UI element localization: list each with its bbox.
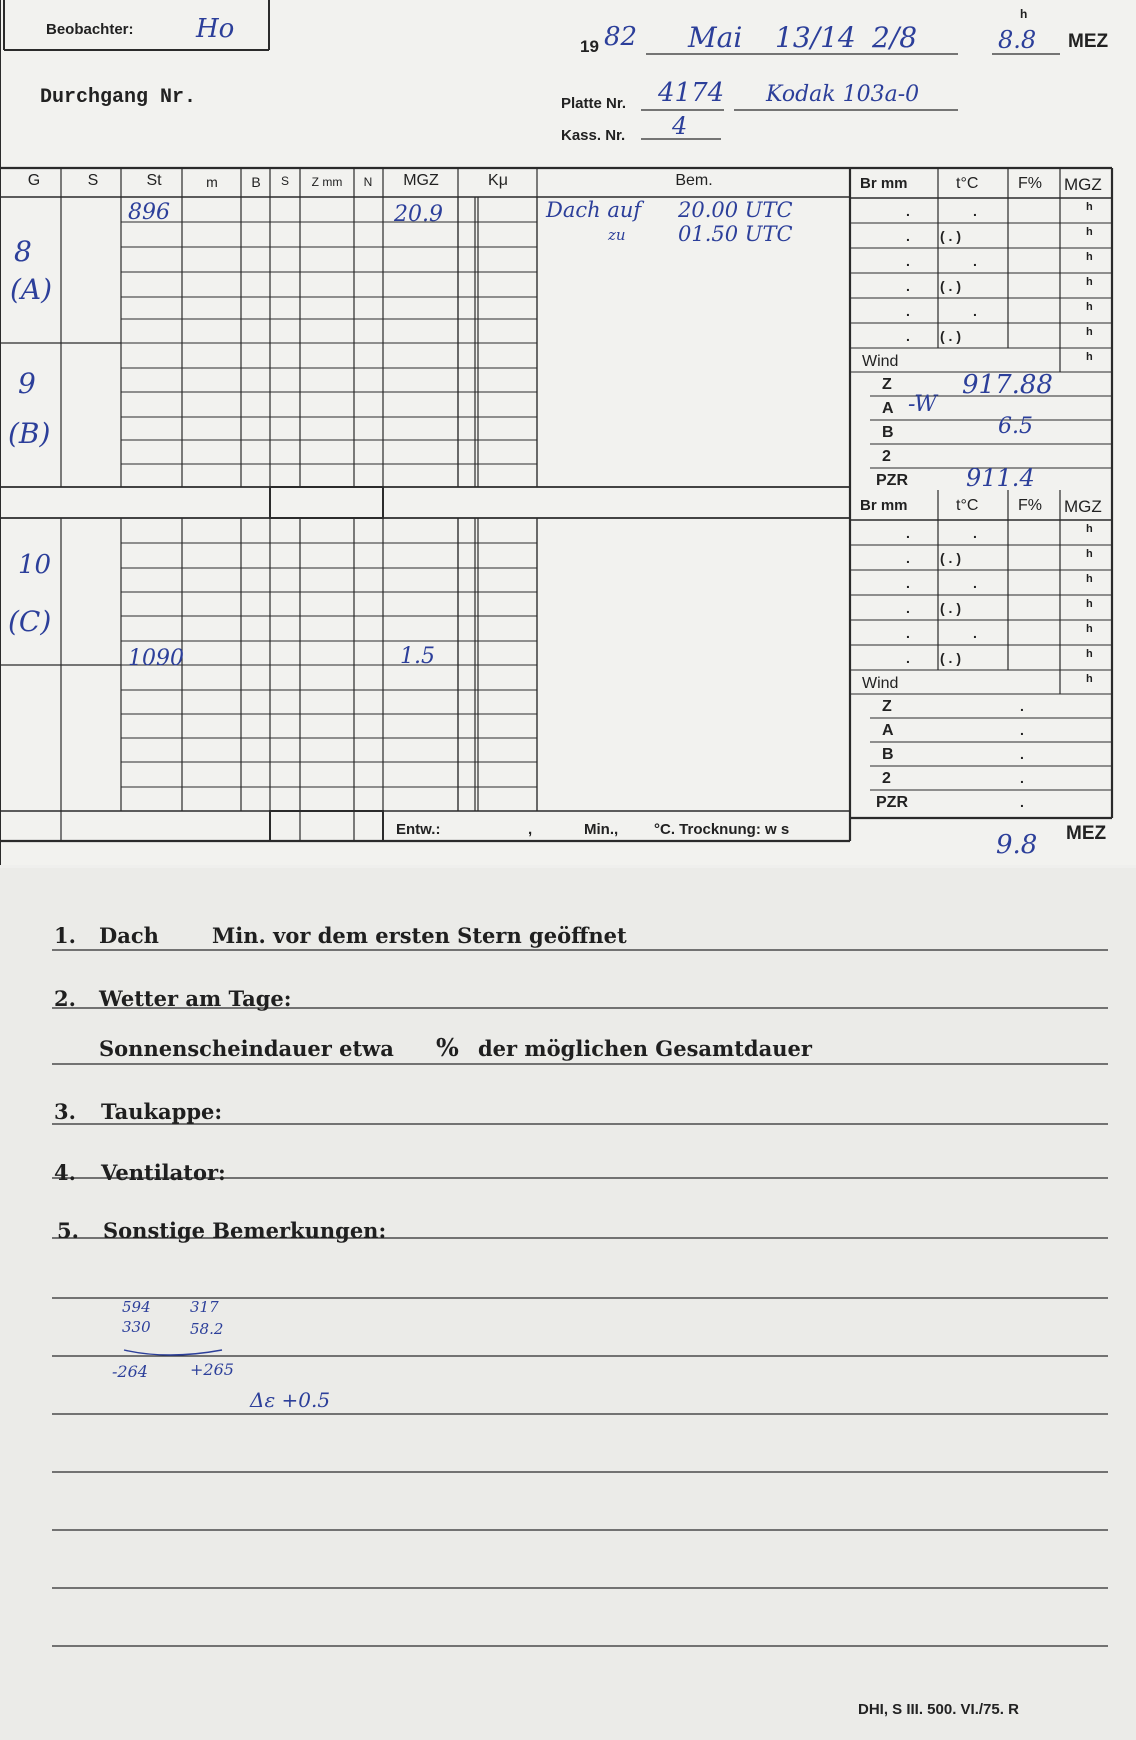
- col-header-kmu: Kμ: [488, 172, 508, 189]
- weather-row-dot-2-2: .: [1020, 746, 1024, 762]
- weather-hour-mark-2-2: h: [1086, 573, 1093, 585]
- col-header-bem: Bem.: [675, 172, 713, 189]
- note1-label: Dach: [99, 923, 159, 948]
- block-divider-box: [270, 487, 383, 518]
- weather-pressure-dot-2-4: .: [906, 625, 910, 641]
- days-value: 13/14: [775, 21, 856, 54]
- weather-temp-dot-2-0: .: [973, 525, 977, 541]
- note3-number: 3.: [54, 1099, 76, 1124]
- weather-row-b-1: B: [882, 424, 894, 441]
- col-header-s2: S: [280, 174, 290, 188]
- remark-roof-close-label: zu: [608, 226, 626, 244]
- weather-pressure-dot-2-0: .: [906, 525, 910, 541]
- weather-row-dot-2-4: .: [1020, 794, 1024, 810]
- st-entry-2: 1090: [128, 646, 184, 671]
- weather-row-pzr-1: PZR: [876, 472, 908, 489]
- weather-col-temp-2: t°C: [956, 497, 979, 514]
- mgz-entry-2: 1.5: [400, 644, 435, 669]
- plate-number: 4174: [658, 78, 725, 108]
- observer-label: Beobachter:: [46, 21, 134, 38]
- note4-label: Ventilator:: [101, 1160, 226, 1185]
- weather-row-z-1: Z: [882, 376, 892, 393]
- sunshine-percent: %: [436, 1033, 459, 1062]
- weather-row-b-2: B: [882, 746, 894, 763]
- calc-col1-bottom: 330: [122, 1318, 151, 1336]
- weather-hour-mark-2-4: h: [1086, 623, 1093, 635]
- weather-temp-paren-1-1: ( . ): [940, 228, 961, 244]
- calc-delta: Δε +0.5: [250, 1388, 331, 1412]
- weather-pressure-dot-2-5: .: [906, 650, 910, 666]
- footer-min-label: Min.,: [584, 821, 619, 838]
- weather-temp-paren-2-1: ( . ): [940, 550, 961, 566]
- group-number-c: 10: [18, 550, 52, 580]
- weather-temp-dot-1-4: .: [973, 303, 977, 319]
- note4-number: 4.: [54, 1160, 76, 1185]
- weather-col-br-2: Br mm: [860, 497, 908, 514]
- weather-wind-label-2: Wind: [862, 675, 899, 692]
- weather-row-2-2: 2: [882, 770, 891, 787]
- sunshine-suffix: der möglichen Gesamtdauer: [478, 1036, 812, 1061]
- col-header-g: G: [27, 172, 41, 189]
- weather-b-value: 6.5: [998, 414, 1033, 439]
- footer-temp-label: °C. Trocknung: w s: [654, 821, 790, 838]
- weather-temp-dot-1-2: .: [973, 253, 977, 269]
- weather-row-dot-2-0: .: [1020, 698, 1024, 714]
- footer-box: [270, 811, 383, 841]
- calc-col2-top: 317: [190, 1298, 219, 1316]
- weather-pressure-dot-2-3: .: [906, 600, 910, 616]
- calc-result-1: -264: [112, 1362, 148, 1381]
- weather-hour-mark-2-3: h: [1086, 598, 1093, 610]
- cassette-label: Kass. Nr.: [561, 127, 626, 144]
- weather-col-temp-1: t°C: [956, 175, 979, 192]
- weather-temp-dot-2-2: .: [973, 575, 977, 591]
- weather-row-2-1: 2: [882, 448, 891, 465]
- weather-wind-hour-1: h: [1086, 351, 1093, 363]
- st-entry-1: 896: [128, 200, 170, 225]
- footer-comma: ,: [528, 821, 533, 838]
- end-timezone: MEZ: [1066, 823, 1107, 844]
- weather-temp-paren-1-5: ( . ): [940, 328, 961, 344]
- group-letter-c: (C): [8, 605, 52, 638]
- weather-col-br-1: Br mm: [860, 175, 908, 192]
- weather-pressure-dot-1-4: .: [906, 303, 910, 319]
- weather-hour-mark-1-2: h: [1086, 251, 1093, 263]
- weather-row-a-2: A: [882, 722, 894, 739]
- weather-row-dot-2-1: .: [1020, 722, 1024, 738]
- weather-hour-mark-2-5: h: [1086, 648, 1093, 660]
- weather-temp-dot-1-0: .: [973, 203, 977, 219]
- col-header-s: S: [87, 172, 99, 189]
- remark-roof-open-time: 20.00 UTC: [678, 198, 793, 222]
- weather-hour-mark-2-0: h: [1086, 523, 1093, 535]
- weather-temp-dot-2-4: .: [973, 625, 977, 641]
- sunshine-prefix: Sonnenscheindauer etwa: [99, 1036, 394, 1061]
- weather-temp-paren-2-3: ( . ): [940, 600, 961, 616]
- col-header-b: B: [251, 174, 261, 190]
- weather-wind-hour-2: h: [1086, 673, 1093, 685]
- form-code: DHI, S III. 500. VI./75. R: [858, 1701, 1019, 1718]
- calc-col1-top: 594: [122, 1298, 151, 1316]
- weather-row-dot-2-3: .: [1020, 770, 1024, 786]
- plate-label: Platte Nr.: [561, 95, 627, 112]
- col-header-n: N: [363, 175, 373, 189]
- note2-number: 2.: [54, 986, 76, 1011]
- observer-value: Ho: [196, 14, 235, 44]
- year-prefix: 19: [580, 37, 599, 56]
- weather-pressure-dot-1-5: .: [906, 328, 910, 344]
- group-letter-b: (B): [8, 417, 51, 450]
- weather-pzr-value: 911.4: [966, 464, 1035, 492]
- remark-roof-open-label: Dach auf: [546, 198, 642, 222]
- weekday-value: 2/8: [872, 21, 918, 54]
- weather-col-humidity-1: F%: [1018, 175, 1042, 192]
- weather-hour-mark-1-3: h: [1086, 276, 1093, 288]
- col-header-m: m: [206, 174, 218, 190]
- weather-wind-label-1: Wind: [862, 353, 899, 370]
- month-value: Mai: [688, 21, 743, 54]
- mgz-entry-1: 20.9: [394, 202, 443, 227]
- weather-hour-mark-1-5: h: [1086, 326, 1093, 338]
- calc-underline: [124, 1350, 222, 1355]
- weather-row-pzr-2: PZR: [876, 794, 908, 811]
- note3-label: Taukappe:: [101, 1099, 223, 1124]
- weather-pressure-dot-1-0: .: [906, 203, 910, 219]
- group-number-a: 8: [14, 235, 32, 268]
- weather-temp-paren-2-5: ( . ): [940, 650, 961, 666]
- weather-hour-mark-1-4: h: [1086, 301, 1093, 313]
- group-letter-a: (A): [10, 273, 53, 306]
- weather-row-a-1: A: [882, 400, 894, 417]
- weather-col-mgz-1: MGZ: [1064, 175, 1102, 194]
- weather-a-value: 917.88: [962, 370, 1053, 400]
- weather-pressure-dot-1-3: .: [906, 278, 910, 294]
- note5-label: Sonstige Bemerkungen:: [103, 1218, 387, 1243]
- passage-label: Durchgang Nr.: [40, 86, 197, 109]
- footer-entw-label: Entw.:: [396, 821, 441, 838]
- group-number-b: 9: [18, 367, 36, 400]
- note1-number: 1.: [54, 923, 76, 948]
- note1-text: Min. vor dem ersten Stern geöffnet: [212, 923, 627, 948]
- cassette-number: 4: [672, 112, 688, 140]
- weather-row-z-2: Z: [882, 698, 892, 715]
- note2-label: Wetter am Tage:: [99, 986, 292, 1011]
- weather-hour-mark-2-1: h: [1086, 548, 1093, 560]
- hour-mark: h: [1020, 7, 1028, 21]
- weather-col-mgz-2: MGZ: [1064, 497, 1102, 516]
- weather-pressure-dot-2-1: .: [906, 550, 910, 566]
- weather-temp-paren-1-3: ( . ): [940, 278, 961, 294]
- weather-hour-mark-1-0: h: [1086, 201, 1093, 213]
- remark-roof-close-time: 01.50 UTC: [678, 222, 793, 246]
- year-suffix: 82: [604, 22, 638, 52]
- calc-col2-bottom: 58.2: [190, 1320, 224, 1338]
- col-header-zmm: Z mm: [311, 175, 343, 189]
- weather-a-prefix: -W: [908, 392, 937, 417]
- calc-result-2: +265: [190, 1360, 234, 1379]
- end-time: 9.8: [996, 830, 1038, 860]
- start-timezone: MEZ: [1068, 31, 1109, 52]
- weather-col-humidity-2: F%: [1018, 497, 1042, 514]
- start-time: 8.8: [998, 26, 1037, 54]
- note5-number: 5.: [57, 1218, 79, 1243]
- col-header-st: St: [146, 172, 162, 189]
- weather-pressure-dot-2-2: .: [906, 575, 910, 591]
- col-header-mgz: MGZ: [403, 172, 439, 189]
- weather-pressure-dot-1-2: .: [906, 253, 910, 269]
- weather-pressure-dot-1-1: .: [906, 228, 910, 244]
- plate-type: Kodak 103a-0: [766, 82, 920, 107]
- weather-hour-mark-1-1: h: [1086, 226, 1093, 238]
